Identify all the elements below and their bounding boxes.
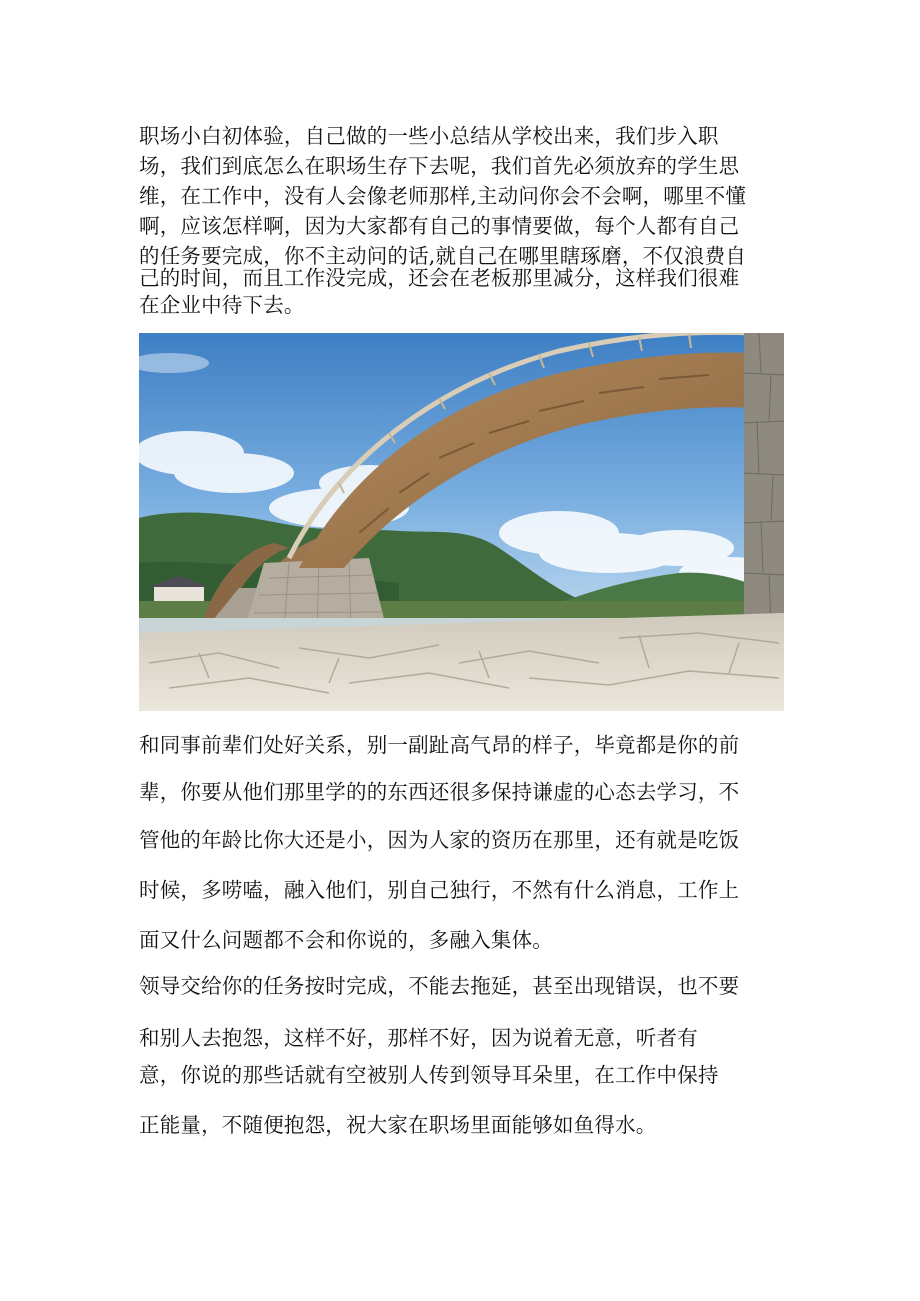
text-line: 管他的年龄比你大还是小，因为人家的资历在那里，还有就是吃饭 bbox=[139, 828, 740, 852]
bridge-photo bbox=[139, 333, 784, 711]
text-line: 意，你说的那些话就有空被别人传到领导耳朵里，在工作中保持 bbox=[139, 1063, 719, 1087]
text-line: 正能量，不随便抱怨，祝大家在职场里面能够如鱼得水。 bbox=[139, 1113, 657, 1137]
text-line: 职场小白初体验，自己做的一些小总结从学校出来，我们步入职 bbox=[139, 124, 719, 148]
text-line: 己的时间，而且工作没完成，还会在老板那里减分，这样我们很难 bbox=[139, 266, 740, 290]
text-line: 面又什么问题都不会和你说的，多融入集体。 bbox=[139, 928, 553, 952]
text-line: 领导交给你的任务按时完成，不能去拖延，甚至出现错误，也不要 bbox=[139, 974, 740, 998]
text-line: 的任务要完成，你不主动问的话,就自己在哪里瞎琢磨，不仅浪费自 bbox=[139, 244, 747, 268]
text-line: 在企业中待下去。 bbox=[139, 293, 305, 317]
text-line: 维，在工作中，没有人会像老师那样,主动问你会不会啊，哪里不懂 bbox=[139, 184, 747, 208]
text-line: 时候，多唠嗑，融入他们，别自己独行，不然有什么消息，工作上 bbox=[139, 878, 740, 902]
text-line: 和同事前辈们处好关系，别一副趾高气昂的样子，毕竟都是你的前 bbox=[139, 733, 740, 757]
house bbox=[154, 585, 204, 601]
text-line: 场，我们到底怎么在职场生存下去呢，我们首先必须放弃的学生思 bbox=[139, 154, 740, 178]
text-line: 辈，你要从他们那里学的的东西还很多保持谦虚的心态去学习，不 bbox=[139, 780, 740, 804]
text-line: 和别人去抱怨，这样不好，那样不好，因为说着无意，听者有 bbox=[139, 1026, 698, 1050]
stone-wall-right bbox=[744, 333, 784, 623]
text-line: 啊，应该怎样啊，因为大家都有自己的事情要做，每个人都有自己 bbox=[139, 214, 740, 238]
